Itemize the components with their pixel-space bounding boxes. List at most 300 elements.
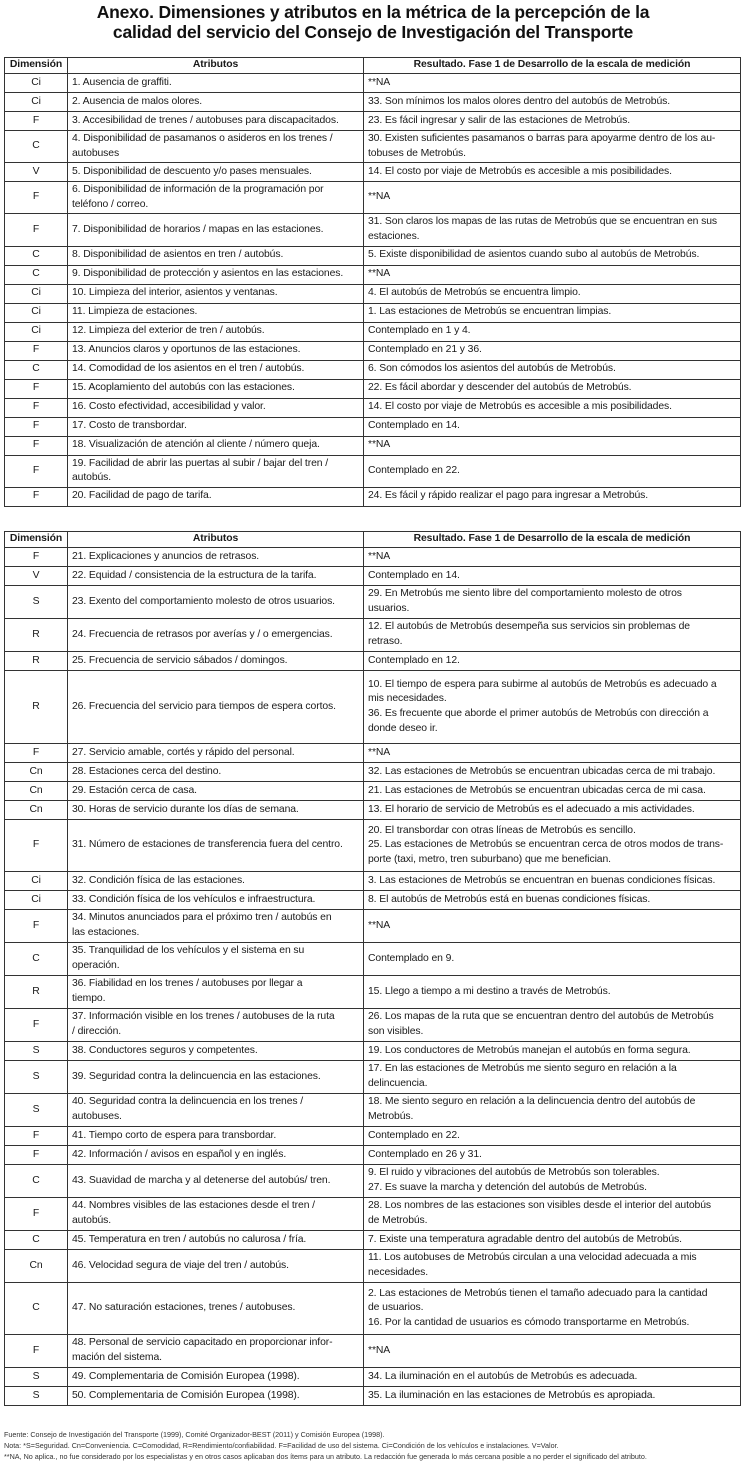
attribute-text-line: 49. Complementaria de Comisión Europea (1998). xyxy=(72,1370,300,1382)
attribute-text-line: 37. Información visible en los trenes / autobuses de la ruta xyxy=(72,1011,335,1023)
attribute-cell xyxy=(68,265,364,284)
header-attributes: Atributos xyxy=(68,58,364,74)
table-header-row xyxy=(5,58,741,74)
dimension-cell: Ci xyxy=(5,322,68,341)
dimension-cell: F xyxy=(5,417,68,436)
result-cell xyxy=(364,112,741,131)
attribute-cell xyxy=(68,976,364,1009)
result-text-line: 6. Son cómodos los asientos del autobús de Metrobús. xyxy=(368,363,616,375)
result-text-line: 14. El costo por viaje de Metrobús es accesible a mis posibilidades. xyxy=(368,401,672,413)
table-row xyxy=(5,910,741,943)
table-row xyxy=(5,1368,741,1387)
result-cell xyxy=(364,93,741,112)
result-cell xyxy=(364,246,741,265)
result-text-line: Contemplado en 14. xyxy=(368,420,460,432)
table-row xyxy=(5,744,741,763)
attribute-text-line: 12. Limpieza del exterior de tren / autobús. xyxy=(72,325,265,337)
attribute-text-line: 17. Costo de transbordar. xyxy=(72,420,187,432)
result-cell xyxy=(364,1042,741,1061)
result-text-line: 28. Los nombres de las estaciones son visibles desde el interior del autobús xyxy=(368,1200,712,1212)
title-line-1: Anexo. Dimensiones y atributos en la métrica de la percepción de la xyxy=(96,2,650,22)
result-cell xyxy=(364,1127,741,1146)
attribute-cell xyxy=(68,1009,364,1042)
table-row xyxy=(5,379,741,398)
result-text-line: 21. Las estaciones de Metrobús se encuentran ubicadas cerca de mi casa. xyxy=(368,784,706,796)
dimension-cell: F xyxy=(5,436,68,455)
dimension-cell: F xyxy=(5,341,68,360)
result-text-line: **NA xyxy=(368,191,391,203)
result-text-line: **NA xyxy=(368,746,391,758)
dimension-cell: F xyxy=(5,548,68,567)
dimension-cell: F xyxy=(5,487,68,506)
header-result: Resultado. Fase 1 de Desarrollo de la escala de medición xyxy=(364,532,741,548)
attribute-text-line: 7. Disponibilidad de horarios / mapas en las estaciones. xyxy=(72,223,324,235)
header-result: Resultado. Fase 1 de Desarrollo de la escala de medición xyxy=(364,58,741,74)
attribute-cell xyxy=(68,398,364,417)
source-note: Fuente: Consejo de Investigación del Transporte (1999), Comité Organizador-BEST (2011) y Comisión Europea (1998). xyxy=(4,1430,385,1439)
dimension-cell: F xyxy=(5,1198,68,1231)
dimension-cell: S xyxy=(5,1061,68,1094)
result-text-line: necesidades. xyxy=(368,1267,429,1278)
result-text-line: 16. Por la cantidad de usuarios es cómodo transportarme en Metrobús. xyxy=(368,1316,690,1328)
result-text-line: Contemplado en 1 y 4. xyxy=(368,325,471,337)
table-row xyxy=(5,265,741,284)
attribute-cell xyxy=(68,322,364,341)
table-row xyxy=(5,163,741,182)
table-row xyxy=(5,943,741,976)
table-row xyxy=(5,131,741,163)
attribute-text-line: autobuses xyxy=(72,147,120,159)
attribute-cell xyxy=(68,1198,364,1231)
attribute-text-line: 26. Frecuencia del servicio para tiempos de espera cortos. xyxy=(72,700,336,712)
table-row xyxy=(5,303,741,322)
result-text-line: 2. Las estaciones de Metrobús tienen el tamaño adecuado para la cantidad xyxy=(368,1287,708,1299)
result-cell xyxy=(364,910,741,943)
result-cell xyxy=(364,303,741,322)
table-row xyxy=(5,487,741,506)
result-cell xyxy=(364,1335,741,1368)
result-text-line: 33. Son mínimos los malos olores dentro del autobús de Metrobús. xyxy=(368,95,671,107)
attributes-table-part-2 xyxy=(4,531,741,1406)
dimension-cell: R xyxy=(5,671,68,744)
result-cell xyxy=(364,131,741,163)
result-text-line: **NA xyxy=(368,439,391,451)
result-text-line: mis necesidades. xyxy=(368,693,447,705)
dimension-cell: S xyxy=(5,1094,68,1127)
attribute-text-line: 38. Conductores seguros y competentes. xyxy=(72,1044,258,1056)
table-row xyxy=(5,1165,741,1198)
dimension-cell: F xyxy=(5,1127,68,1146)
table-row xyxy=(5,322,741,341)
result-text-line: 25. Las estaciones de Metrobús se encuentran cerca de otros modos de trans- xyxy=(368,839,724,851)
attribute-text-line: 30. Horas de servicio durante los días de semana. xyxy=(72,803,299,815)
dimension-cell: C xyxy=(5,265,68,284)
table-header-row xyxy=(5,532,741,548)
dimension-cell: V xyxy=(5,567,68,586)
attribute-cell xyxy=(68,1231,364,1250)
attribute-cell xyxy=(68,214,364,246)
result-cell xyxy=(364,801,741,820)
attribute-cell xyxy=(68,619,364,652)
attribute-cell xyxy=(68,1042,364,1061)
header-dimension: Dimensión xyxy=(5,532,68,548)
result-text-line: Contemplado en 22. xyxy=(368,464,460,476)
attribute-cell xyxy=(68,943,364,976)
attribute-text-line: 8. Disponibilidad de asientos en tren / autobús. xyxy=(72,249,284,261)
result-text-line: Contemplado en 22. xyxy=(368,1129,460,1141)
result-cell xyxy=(364,1387,741,1406)
table-row xyxy=(5,360,741,379)
attribute-cell xyxy=(68,163,364,182)
table-row xyxy=(5,872,741,891)
attribute-text-line: 11. Limpieza de estaciones. xyxy=(72,306,198,318)
document-title xyxy=(0,2,746,42)
table-row xyxy=(5,1042,741,1061)
attribute-cell xyxy=(68,360,364,379)
result-cell xyxy=(364,976,741,1009)
attribute-text-line: 24. Frecuencia de retrasos por averías y / o emergencias. xyxy=(72,628,333,640)
result-text-line: 9. El ruido y vibraciones del autobús de Metrobús son tolerables. xyxy=(368,1167,660,1179)
attribute-text-line: 45. Temperatura en tren / autobús no calurosa / fría. xyxy=(72,1233,307,1245)
result-cell xyxy=(364,322,741,341)
result-text-line: 18. Me siento seguro en relación a la delincuencia dentro del autobús de xyxy=(368,1096,696,1108)
attribute-cell xyxy=(68,1061,364,1094)
attribute-text-line: autobuses. xyxy=(72,1111,122,1122)
result-text-line: retraso. xyxy=(368,636,403,647)
attributes-table-part-1 xyxy=(4,57,741,507)
dimension-cell: Cn xyxy=(5,763,68,782)
attribute-cell xyxy=(68,1368,364,1387)
attribute-text-line: 46. Velocidad segura de viaje del tren / autobús. xyxy=(72,1259,289,1271)
dimension-cell: F xyxy=(5,455,68,487)
result-cell xyxy=(364,1231,741,1250)
dimension-cell: F xyxy=(5,398,68,417)
attribute-text-line: 25. Frecuencia de servicio sábados / domingos. xyxy=(72,654,288,666)
result-cell xyxy=(364,943,741,976)
table-row xyxy=(5,1335,741,1368)
result-text-line: 5. Existe disponibilidad de asientos cuando subo al autobús de Metrobús. xyxy=(368,249,700,261)
table-row xyxy=(5,74,741,93)
result-text-line: 36. Es frecuente que aborde el primer autobús de Metrobús con dirección a xyxy=(368,708,709,719)
result-cell xyxy=(364,820,741,872)
attribute-text-line: 9. Disponibilidad de protección y asientos en las estaciones. xyxy=(72,268,344,280)
dimension-cell: C xyxy=(5,246,68,265)
dimension-cell: F xyxy=(5,820,68,872)
result-cell xyxy=(364,398,741,417)
attribute-text-line: 40. Seguridad contra la delincuencia en los trenes / xyxy=(72,1096,304,1108)
table-row xyxy=(5,1146,741,1165)
attribute-cell xyxy=(68,1165,364,1198)
result-cell xyxy=(364,182,741,214)
result-text-line: 17. En las estaciones de Metrobús me siento seguro en relación a la xyxy=(368,1063,677,1075)
attribute-cell xyxy=(68,74,364,93)
result-cell xyxy=(364,671,741,744)
na-note: **NA, No aplica., no fue considerado por los especialistas y en otros casos aplicaban dos ítems para un atributo. La redacción fue generada lo más cercana posible a no perder el significado del atributo. xyxy=(4,1452,647,1462)
result-text-line: 23. Es fácil ingresar y salir de las estaciones de Metrobús. xyxy=(368,114,630,126)
dimension-cell: Cn xyxy=(5,801,68,820)
result-text-line: 29. En Metrobús me siento libre del comportamiento molesto de otros xyxy=(368,588,682,600)
attribute-cell xyxy=(68,1127,364,1146)
attribute-text-line: 16. Costo efectividad, accesibilidad y valor. xyxy=(72,401,266,413)
result-cell xyxy=(364,455,741,487)
table-row xyxy=(5,891,741,910)
attribute-cell xyxy=(68,1146,364,1165)
attribute-text-line: 20. Facilidad de pago de tarifa. xyxy=(72,490,212,502)
table-row xyxy=(5,1250,741,1283)
attribute-text-line: 27. Servicio amable, cortés y rápido del personal. xyxy=(72,746,295,758)
result-text-line: **NA xyxy=(368,919,391,931)
dimension-cell: F xyxy=(5,910,68,943)
table-row xyxy=(5,820,741,872)
dimension-cell: C xyxy=(5,943,68,976)
header-attributes: Atributos xyxy=(68,532,364,548)
table-row xyxy=(5,112,741,131)
result-cell xyxy=(364,763,741,782)
attribute-cell xyxy=(68,820,364,872)
result-text-line: 14. El costo por viaje de Metrobús es accesible a mis posibilidades. xyxy=(368,165,672,177)
result-text-line: 30. Existen suficientes pasamanos o barras para apoyarme dentro de los au- xyxy=(368,133,716,144)
dimension-cell: F xyxy=(5,1335,68,1368)
result-text-line: 34. La iluminación en el autobús de Metrobús es adecuada. xyxy=(368,1370,638,1382)
attribute-text-line: 19. Facilidad de abrir las puertas al subir / bajar del tren / xyxy=(72,457,329,469)
table-row xyxy=(5,455,741,487)
result-text-line: 20. El transbordar con otras líneas de Metrobús es sencillo. xyxy=(368,824,636,836)
result-text-line: son visibles. xyxy=(368,1026,424,1037)
result-cell xyxy=(364,284,741,303)
result-text-line: estaciones. xyxy=(368,230,420,242)
result-text-line: 3. Las estaciones de Metrobús se encuentran en buenas condiciones físicas. xyxy=(368,874,716,886)
result-text-line: 15. Llego a tiempo a mi destino a través de Metrobús. xyxy=(368,985,611,997)
attribute-text-line: 1. Ausencia de graffiti. xyxy=(72,76,172,88)
attribute-cell xyxy=(68,567,364,586)
attribute-text-line: mación del sistema. xyxy=(72,1352,162,1363)
attribute-cell xyxy=(68,910,364,943)
table-row xyxy=(5,619,741,652)
attribute-text-line: 32. Condición física de las estaciones. xyxy=(72,874,245,886)
result-cell xyxy=(364,379,741,398)
dimension-cell: Ci xyxy=(5,872,68,891)
attribute-text-line: 47. No saturación estaciones, trenes / autobuses. xyxy=(72,1302,296,1314)
attribute-text-line: 43. Suavidad de marcha y al detenerse del autobús/ tren. xyxy=(72,1174,331,1186)
attribute-cell xyxy=(68,1250,364,1283)
attribute-text-line: 5. Disponibilidad de descuento y/o pases mensuales. xyxy=(72,165,312,177)
dimension-cell: F xyxy=(5,182,68,214)
result-text-line: 8. El autobús de Metrobús está en buenas condiciones físicas. xyxy=(368,893,651,905)
result-text-line: 7. Existe una temperatura agradable dentro del autobús de Metrobús. xyxy=(368,1233,682,1245)
result-cell xyxy=(364,360,741,379)
result-text-line: 27. Es suave la marcha y detención del autobús de Metrobús. xyxy=(368,1182,647,1193)
attribute-text-line: teléfono / correo. xyxy=(72,198,149,210)
dimension-cell: R xyxy=(5,976,68,1009)
attribute-text-line: 3. Accesibilidad de trenes / autobuses para discapacitados. xyxy=(72,114,339,126)
dimension-cell: S xyxy=(5,586,68,619)
dimension-cell: C xyxy=(5,131,68,163)
result-cell xyxy=(364,872,741,891)
result-text-line: de Metrobús. xyxy=(368,1215,428,1226)
attribute-text-line: 44. Nombres visibles de las estaciones desde el tren / xyxy=(72,1200,315,1212)
dimension-cell: F xyxy=(5,1146,68,1165)
result-text-line: 1. Las estaciones de Metrobús se encuentran limpias. xyxy=(368,306,612,318)
dimension-cell: Ci xyxy=(5,93,68,112)
result-text-line: 19. Los conductores de Metrobús manejan el autobús en forma segura. xyxy=(368,1044,691,1056)
result-cell xyxy=(364,891,741,910)
attribute-text-line: 36. Fiabilidad en los trenes / autobuses por llegar a xyxy=(72,978,303,990)
result-cell xyxy=(364,74,741,93)
table-row xyxy=(5,1127,741,1146)
result-text-line: donde deseo ir. xyxy=(368,722,438,734)
attribute-cell xyxy=(68,586,364,619)
result-cell xyxy=(364,567,741,586)
attribute-text-line: 42. Información / avisos en español y en inglés. xyxy=(72,1148,287,1160)
attribute-cell xyxy=(68,652,364,671)
attribute-cell xyxy=(68,744,364,763)
result-text-line: 11. Los autobuses de Metrobús circulan a una velocidad adecuada a mis xyxy=(368,1252,697,1264)
header-dimension: Dimensión xyxy=(5,58,68,74)
attribute-cell xyxy=(68,671,364,744)
table-row xyxy=(5,214,741,246)
result-text-line: delincuencia. xyxy=(368,1078,428,1089)
dimension-cell: Cn xyxy=(5,782,68,801)
result-cell xyxy=(364,782,741,801)
table-row xyxy=(5,1094,741,1127)
attribute-cell xyxy=(68,341,364,360)
attribute-cell xyxy=(68,93,364,112)
dimension-cell: R xyxy=(5,619,68,652)
attribute-text-line: 29. Estación cerca de casa. xyxy=(72,784,197,796)
attribute-text-line: 2. Ausencia de malos olores. xyxy=(72,95,203,107)
result-text-line: de usuarios. xyxy=(368,1302,424,1314)
result-text-line: 32. Las estaciones de Metrobús se encuentran ubicadas cerca de mi trabajo. xyxy=(368,765,716,777)
legend-note: Nota: *S=Seguridad. Cn=Conveniencia. C=Comodidad, R=Rendimiento/confiabilidad. F=Facilidad de uso del sistema. Ci=Condición de los vehículos e instalaciones. V=Valor. xyxy=(4,1441,559,1451)
result-cell xyxy=(364,1283,741,1335)
attribute-cell xyxy=(68,891,364,910)
attribute-text-line: 33. Condición física de los vehículos e infraestructura. xyxy=(72,893,316,905)
attribute-cell xyxy=(68,801,364,820)
result-text-line: Metrobús. xyxy=(368,1111,414,1122)
table-row xyxy=(5,1009,741,1042)
dimension-cell: V xyxy=(5,163,68,182)
result-cell xyxy=(364,1094,741,1127)
attribute-text-line: 18. Visualización de atención al cliente / número queja. xyxy=(72,439,320,451)
attribute-cell xyxy=(68,112,364,131)
result-text-line: usuarios. xyxy=(368,603,410,614)
result-text-line: 22. Es fácil abordar y descender del autobús de Metrobús. xyxy=(368,382,632,394)
attribute-text-line: 21. Explicaciones y anuncios de retrasos. xyxy=(72,550,260,562)
result-text-line: Contemplado en 14. xyxy=(368,569,460,581)
attribute-cell xyxy=(68,182,364,214)
attribute-text-line: 13. Anuncios claros y oportunos de las estaciones. xyxy=(72,344,301,356)
table-row xyxy=(5,417,741,436)
table-row xyxy=(5,763,741,782)
result-text-line: porte (taxi, metro, tren suburbano) que me benefician. xyxy=(368,853,611,865)
dimension-cell: F xyxy=(5,1009,68,1042)
dimension-cell: Ci xyxy=(5,74,68,93)
dimension-cell: C xyxy=(5,1231,68,1250)
dimension-cell: F xyxy=(5,214,68,246)
attribute-text-line: 15. Acoplamiento del autobús con las estaciones. xyxy=(72,382,295,394)
attribute-cell xyxy=(68,872,364,891)
attribute-cell xyxy=(68,782,364,801)
result-text-line: Contemplado en 21 y 36. xyxy=(368,344,482,356)
attribute-text-line: las estaciones. xyxy=(72,927,140,938)
result-text-line: Contemplado en 9. xyxy=(368,952,455,964)
attribute-text-line: autobús. xyxy=(72,1215,112,1226)
result-text-line: **NA xyxy=(368,1344,391,1356)
result-cell xyxy=(364,586,741,619)
attribute-text-line: 50. Complementaria de Comisión Europea (1998). xyxy=(72,1389,300,1401)
result-cell xyxy=(364,436,741,455)
result-text-line: 10. El tiempo de espera para subirme al autobús de Metrobús es adecuado a xyxy=(368,678,717,690)
result-text-line: **NA xyxy=(368,550,391,562)
attribute-cell xyxy=(68,1335,364,1368)
attribute-text-line: 39. Seguridad contra la delincuencia en las estaciones. xyxy=(72,1070,321,1082)
attribute-text-line: 14. Comodidad de los asientos en el tren / autobús. xyxy=(72,363,305,375)
result-cell xyxy=(364,652,741,671)
table-notes xyxy=(4,1429,744,1463)
attribute-cell xyxy=(68,436,364,455)
attribute-text-line: 23. Exento del comportamiento molesto de otros usuarios. xyxy=(72,595,335,607)
table-row xyxy=(5,436,741,455)
attribute-cell xyxy=(68,1387,364,1406)
dimension-cell: Cn xyxy=(5,1250,68,1283)
table-row xyxy=(5,1283,741,1335)
table-row xyxy=(5,246,741,265)
result-cell xyxy=(364,1146,741,1165)
result-cell xyxy=(364,487,741,506)
attribute-cell xyxy=(68,379,364,398)
dimension-cell: F xyxy=(5,744,68,763)
attribute-cell xyxy=(68,417,364,436)
result-text-line: 26. Los mapas de la ruta que se encuentran dentro del autobús de Metrobús xyxy=(368,1011,714,1023)
attribute-cell xyxy=(68,487,364,506)
attribute-text-line: 4. Disponibilidad de pasamanos o asideros en los trenes / xyxy=(72,133,333,144)
result-cell xyxy=(364,1061,741,1094)
attribute-text-line: 34. Minutos anunciados para el próximo tren / autobús en xyxy=(72,912,332,924)
result-cell xyxy=(364,1198,741,1231)
attribute-text-line: 6. Disponibilidad de información de la programación por xyxy=(72,184,324,196)
table-row xyxy=(5,182,741,214)
table-row xyxy=(5,284,741,303)
attribute-text-line: operación. xyxy=(72,960,120,971)
dimension-cell: S xyxy=(5,1042,68,1061)
result-cell xyxy=(364,1250,741,1283)
result-text-line: 31. Son claros los mapas de las rutas de Metrobús que se encuentran en sus xyxy=(368,216,717,228)
dimension-cell: C xyxy=(5,360,68,379)
table-row xyxy=(5,93,741,112)
attribute-text-line: 10. Limpieza del interior, asientos y ventanas. xyxy=(72,287,278,299)
table-row xyxy=(5,801,741,820)
attribute-text-line: 28. Estaciones cerca del destino. xyxy=(72,765,222,777)
attribute-text-line: 35. Tranquilidad de los vehículos y el sistema en su xyxy=(72,945,305,957)
table-row xyxy=(5,586,741,619)
result-cell xyxy=(364,619,741,652)
result-text-line: 24. Es fácil y rápido realizar el pago para ingresar a Metrobús. xyxy=(368,490,649,502)
table-row xyxy=(5,671,741,744)
result-cell xyxy=(364,1165,741,1198)
result-text-line: 4. El autobús de Metrobús se encuentra limpio. xyxy=(368,287,581,299)
dimension-cell: S xyxy=(5,1387,68,1406)
result-text-line: **NA xyxy=(368,76,391,88)
attribute-text-line: / dirección. xyxy=(72,1026,122,1037)
result-cell xyxy=(364,417,741,436)
title-line-2: calidad del servicio del Consejo de Investigación del Transporte xyxy=(112,22,634,42)
table-row xyxy=(5,567,741,586)
dimension-cell: F xyxy=(5,379,68,398)
attribute-cell xyxy=(68,1094,364,1127)
attribute-cell xyxy=(68,763,364,782)
attribute-text-line: tiempo. xyxy=(72,993,106,1004)
attribute-cell xyxy=(68,284,364,303)
